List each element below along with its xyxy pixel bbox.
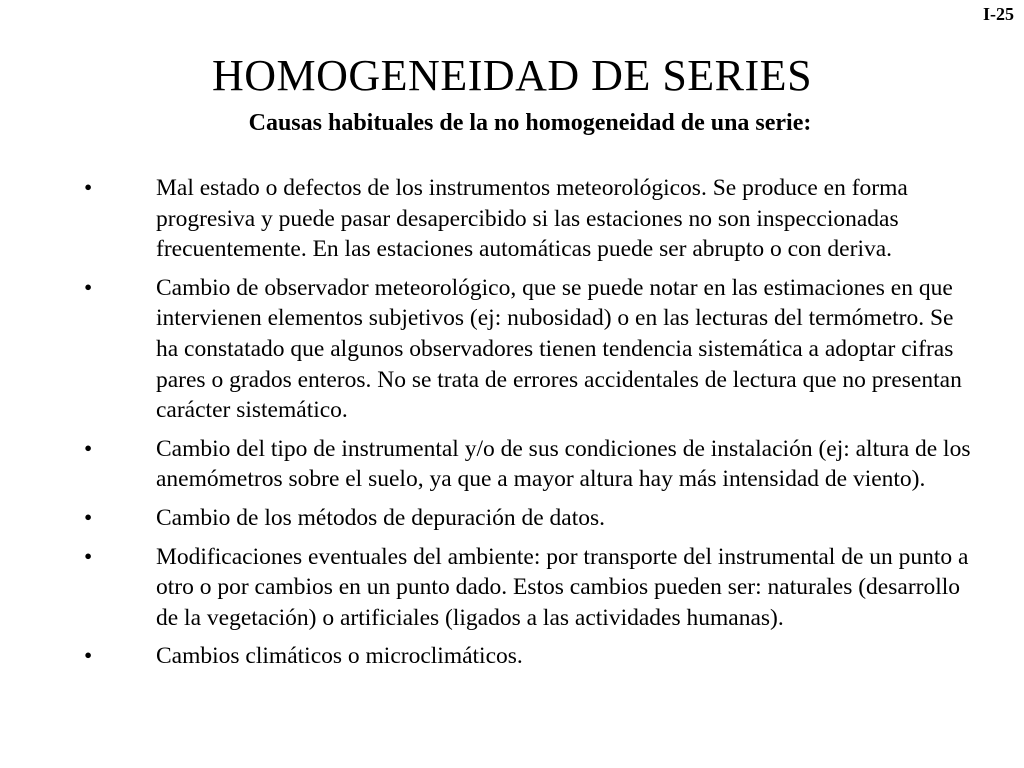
bullet-text: Cambio de los métodos de depuración de datos. (156, 504, 606, 531)
bullet-text: Cambio del tipo de instrumental y/o de sus condiciones de instalación (ej: altura de los anemómetros sobre el suelo, ya que a mayor altura hay más intensidad de viento). (156, 435, 971, 493)
bullet-icon: • (84, 643, 93, 670)
bullet-list (80, 173, 980, 680)
bullet-item (80, 273, 980, 426)
page-number: I-25 (983, 4, 1014, 24)
bullet-text: Cambio de observador meteorológico, que se puede notar en las estimaciones en que intervienen elementos subjetivos (ej: nubosidad) o en las lecturas del termómetro. Se ha constatado que algunos observadores tienen tendencia sistemática a adoptar cifras pares o grados enteros. No se trata de errores accidentales de lectura que no presentan carácter sistemático. (156, 274, 962, 424)
slide-title: HOMOGENEIDAD DE SERIES (211, 51, 813, 100)
bullet-text: Modificaciones eventuales del ambiente: por transporte del instrumental de un punto a otro o por cambios en un punto dado. Estos cambios pueden ser: naturales (desarrollo de la vegetación) o artificiales (ligados a las actividades humanas). (156, 543, 969, 631)
bullet-item (80, 542, 980, 634)
bullet-icon: • (84, 543, 93, 570)
bullet-item (80, 434, 980, 495)
bullet-icon: • (84, 175, 93, 201)
bullet-icon: • (84, 504, 93, 531)
bullet-item (80, 503, 980, 534)
slide-subtitle: Causas habituales de la no homogeneidad de una serie: (248, 110, 812, 136)
bullet-text: Cambios climáticos o microclimáticos. (156, 643, 523, 670)
bullet-icon: • (84, 435, 93, 462)
bullet-icon: • (84, 274, 93, 301)
bullet-item (80, 641, 980, 672)
bullet-text: Mal estado o defectos de los instrumentos meteorológicos. Se produce en forma progresiva y puede pasar desapercibido si las estaciones no son inspeccionadas frecuentemente. En las estaciones automáticas puede ser abrupto o con deriva. (156, 175, 908, 263)
bullet-item (80, 173, 980, 265)
